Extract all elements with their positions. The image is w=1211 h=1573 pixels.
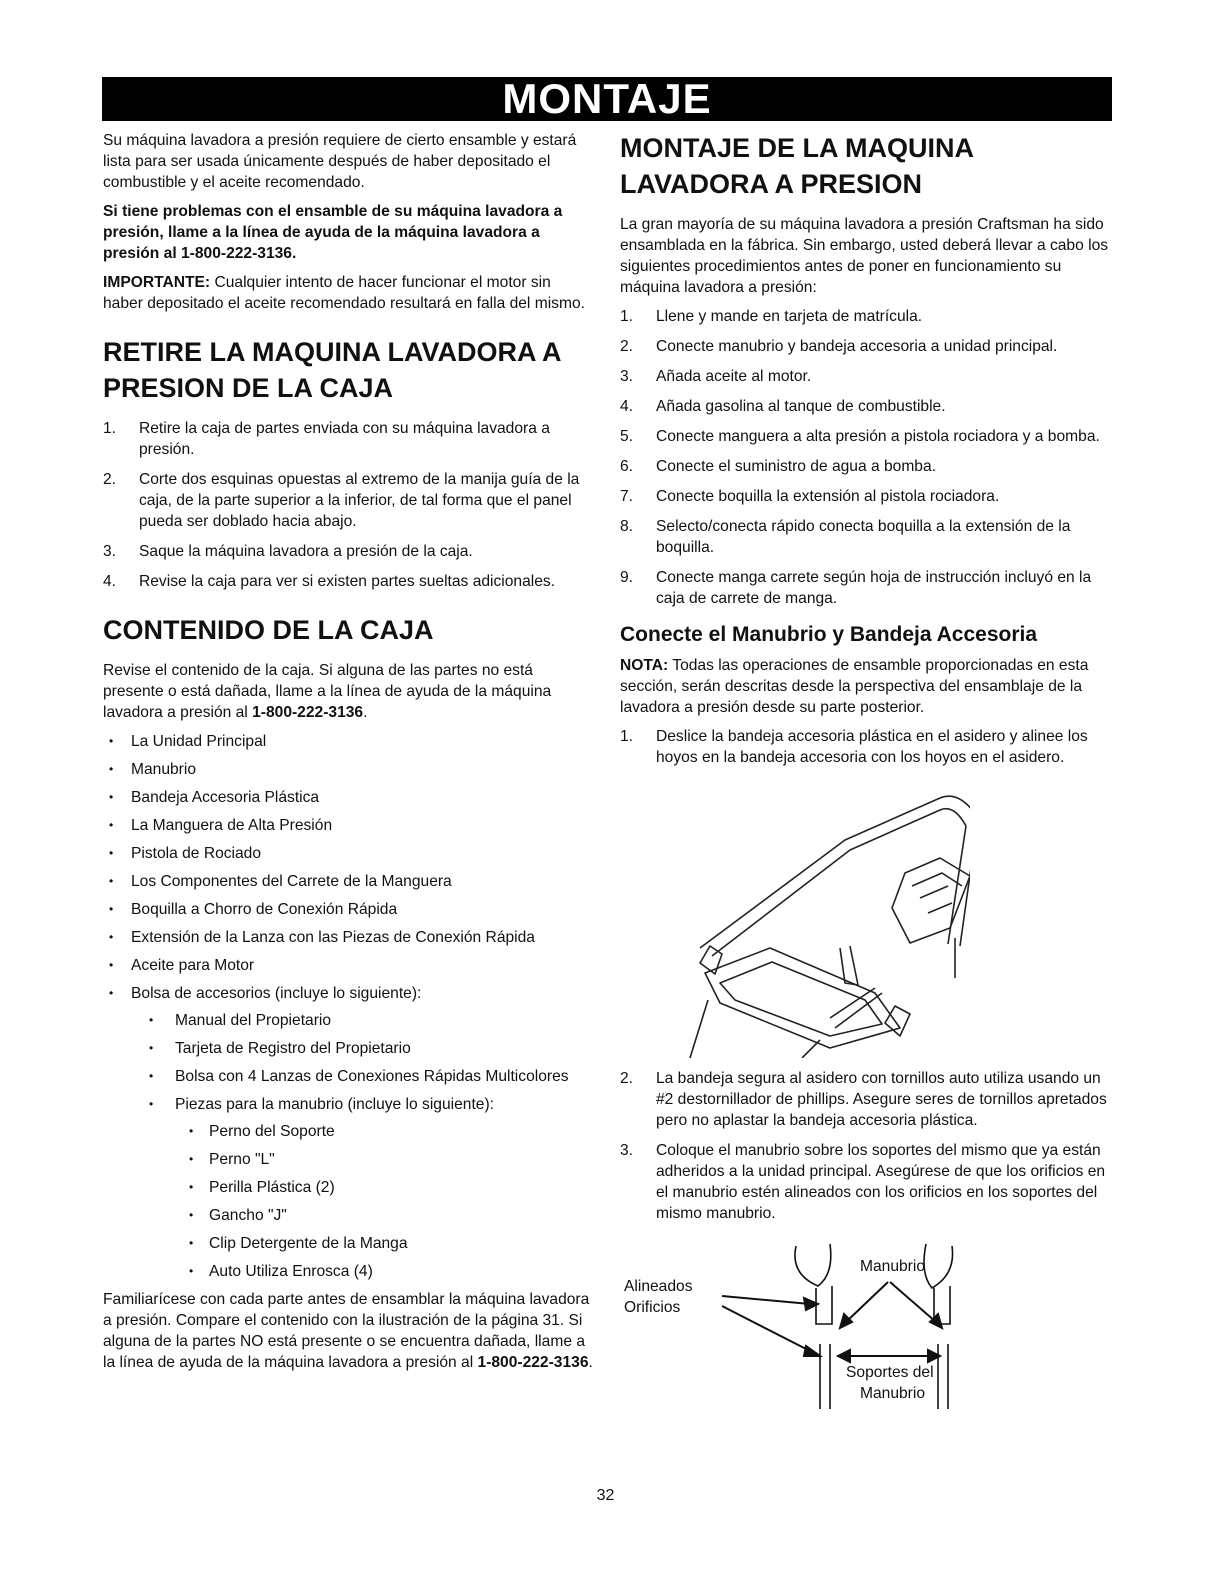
step-text: La bandeja segura al asidero con tornillos auto utiliza usando un #2 destornillador de phillips. Asegure seres de tornillos apretados pero no aplastar la bandeja accesoria plástica.: [656, 1070, 1107, 1129]
step-text: Corte dos esquinas opuestas al extremo de la manija guía de la caja, de la parte superior a la inferior, de tal forma que el panel pueda ser doblado hacia abajo.: [139, 471, 580, 530]
brackets-label-line1: Soportes del: [846, 1364, 934, 1381]
step-text: Conecte manubrio y bandeja accesoria a unidad principal.: [656, 338, 1058, 355]
note-text: Todas las operaciones de ensamble proporcionadas en esta sección, serán descritas desde la perspectiva del ensamblaje de la lavadora a presión desde su parte posterior.: [620, 657, 1089, 716]
aligned-label-line1: Alineados: [624, 1278, 693, 1295]
list-item: [103, 418, 593, 460]
step-number: 2.: [620, 338, 634, 355]
important-text: Cualquier intento de hacer funcionar el motor sin haber depositado el aceite recomendado resultará en falla del mismo.: [103, 274, 585, 312]
brackets-label-line2: Manubrio: [860, 1385, 926, 1402]
list-item: [131, 1094, 593, 1282]
step-number: 3.: [620, 1142, 634, 1159]
step-text: Conecte boquilla la extensión al pistola rociadora.: [656, 488, 1000, 505]
list-item: • Los Componentes del Carrete de la Manguera: [103, 871, 593, 892]
list-item: [620, 456, 1112, 477]
step-number: 9.: [620, 569, 634, 586]
step-text: Revise la caja para ver si existen partes sueltas adicionales.: [139, 573, 556, 590]
step-number: 4.: [103, 573, 117, 590]
step-text: Conecte manga carrete según hoja de instrucción incluyó en la caja de carrete de manga.: [656, 569, 1092, 607]
step-number: 6.: [620, 458, 634, 475]
handle-bracket-illustration: [620, 1234, 1112, 1414]
step-text: Deslice la bandeja accesoria plástica en el asidero y alinee los hoyos en la bandeja accesoria con los hoyos en el asidero.: [656, 728, 1088, 766]
step-number: 2.: [103, 471, 117, 488]
important-label: IMPORTANTE:: [103, 274, 211, 291]
list-item: [620, 726, 1112, 768]
list-item: [103, 571, 593, 592]
list-item: • Tarjeta de Registro del Propietario: [131, 1038, 593, 1059]
intro-paragraph: Su máquina lavadora a presión requiere de cierto ensamble y estará lista para ser usada únicamente después de haber depositado el combustible y el aceite recomendado.: [103, 132, 577, 191]
step-text: Añada gasolina al tanque de combustible.: [656, 398, 946, 415]
closing-paragraph: [103, 1289, 593, 1373]
important-paragraph: [103, 272, 593, 314]
handle-steps: [620, 1068, 1112, 1224]
list-item: [103, 541, 593, 562]
contents-intro-text: Revise el contenido de la caja. Si alguna de las partes no está presente o está dañada, llame a la línea de ayuda de la máquina lavadora a presión al: [103, 662, 552, 721]
list-item: • Bandeja Accesoria Plástica: [103, 787, 593, 808]
step-number: 5.: [620, 428, 634, 445]
bag-contents-list: [131, 1010, 593, 1282]
step-number: 1.: [620, 308, 634, 325]
step-text: Retire la caja de partes enviada con su máquina lavadora a presión.: [139, 420, 550, 458]
assembly-intro: La gran mayoría de su máquina lavadora a presión Craftsman ha sido ensamblada en la fábrica. Sin embargo, usted deberá llevar a cabo los siguientes procedimientos antes de poner en funcionamiento su máquina lavadora a presión:: [620, 216, 1109, 296]
remove-heading: RETIRE LA MAQUINA LAVADORA A PRESION DE LA CAJA: [103, 337, 561, 403]
list-item: • La Manguera de Alta Presión: [103, 815, 593, 836]
step-number: 1.: [620, 728, 634, 745]
closing-text: Familiarícese con cada parte antes de ensamblar la máquina lavadora a presión. Compare el contenido con la ilustración de la página 31. Si alguna de la partes NO está presente o se encuentra dañada, llame a la línea de ayuda de la máquina lavadora a presión al: [103, 1291, 590, 1371]
list-item: [620, 567, 1112, 609]
remove-steps: [103, 418, 593, 592]
list-item: [620, 396, 1112, 417]
step-number: 4.: [620, 398, 634, 415]
step-text: Coloque el manubrio sobre los soportes del mismo que ya están adheridos a la unidad principal. Asegúrese de que los orificios en el manubrio estén alineados con los orificios en los soportes del mismo manubrio.: [656, 1142, 1106, 1222]
handle-parts-label: Piezas para la manubrio (incluye lo siguiente):: [175, 1096, 494, 1113]
handle-tray-subheading: Conecte el Manubrio y Bandeja Accesoria: [620, 623, 1038, 646]
tray-steps: [620, 726, 1112, 768]
list-item: • Perno del Soporte: [175, 1121, 593, 1142]
step-text: Selecto/conecta rápido conecta boquilla a la extensión de la boquilla.: [656, 518, 1071, 556]
list-item: • Pistola de Rociado: [103, 843, 593, 864]
list-item: • Clip Detergente de la Manga: [175, 1233, 593, 1254]
assembly-heading: MONTAJE DE LA MAQUINA LAVADORA A PRESION: [620, 133, 973, 199]
list-item: • La Unidad Principal: [103, 731, 593, 752]
period: .: [588, 1354, 593, 1371]
list-item: • Extensión de la Lanza con las Piezas de Conexión Rápida: [103, 927, 593, 948]
note-paragraph: [620, 655, 1112, 718]
step-text: Conecte el suministro de agua a bomba.: [656, 458, 936, 475]
list-item: [620, 1068, 1112, 1131]
list-item: [620, 1140, 1112, 1224]
handle-parts-list: [175, 1121, 593, 1282]
step-number: 3.: [620, 368, 634, 385]
help-phone: 1-800-222-3136: [477, 1354, 589, 1371]
list-item: • Auto Utiliza Enrosca (4): [175, 1261, 593, 1282]
list-item: [620, 336, 1112, 357]
list-item: • Manual del Propietario: [131, 1010, 593, 1031]
list-item: [620, 306, 1112, 327]
step-number: 8.: [620, 518, 634, 535]
section-banner: MONTAJE: [102, 77, 1112, 121]
tray-illustration: [660, 778, 970, 1058]
list-item: [620, 366, 1112, 387]
list-item: • Manubrio: [103, 759, 593, 780]
period: .: [363, 704, 368, 721]
list-item: • Perilla Plástica (2): [175, 1177, 593, 1198]
step-number: 7.: [620, 488, 634, 505]
note-label: NOTA:: [620, 657, 669, 674]
contents-list: [103, 731, 593, 1282]
aligned-label-line2: Orificios: [624, 1299, 681, 1316]
step-text: Añada aceite al motor.: [656, 368, 812, 385]
list-item: [620, 516, 1112, 558]
list-item: • Boquilla a Chorro de Conexión Rápida: [103, 899, 593, 920]
left-column: [103, 130, 593, 1381]
step-text: Llene y mande en tarjeta de matrícula.: [656, 308, 923, 325]
list-item: [620, 486, 1112, 507]
step-text: Conecte manguera a alta presión a pistola rociadora y a bomba.: [656, 428, 1100, 445]
page-number: 32: [596, 1487, 615, 1504]
step-text: Saque la máquina lavadora a presión de la caja.: [139, 543, 473, 560]
contents-intro: [103, 660, 593, 723]
step-number: 1.: [103, 420, 117, 437]
list-item: • Bolsa con 4 Lanzas de Conexiones Rápidas Multicolores: [131, 1066, 593, 1087]
contents-heading: CONTENIDO DE LA CAJA: [103, 615, 434, 645]
list-item: [103, 983, 593, 1282]
step-number: 2.: [620, 1070, 634, 1087]
help-notice: Si tiene problemas con el ensamble de su máquina lavadora a presión, llame a la línea de ayuda de la máquina lavadora a presión al 1-800-222-3136.: [103, 203, 563, 262]
right-column: [620, 130, 1112, 1414]
list-item: [103, 469, 593, 532]
step-number: 3.: [103, 543, 117, 560]
bag-item-label: Bolsa de accesorios (incluye lo siguiente):: [131, 985, 422, 1002]
assembly-steps: [620, 306, 1112, 609]
list-item: [620, 426, 1112, 447]
handle-label: Manubrio: [860, 1258, 926, 1275]
list-item: • Aceite para Motor: [103, 955, 593, 976]
list-item: • Gancho "J": [175, 1205, 593, 1226]
help-phone: 1-800-222-3136: [252, 704, 364, 721]
list-item: • Perno "L": [175, 1149, 593, 1170]
